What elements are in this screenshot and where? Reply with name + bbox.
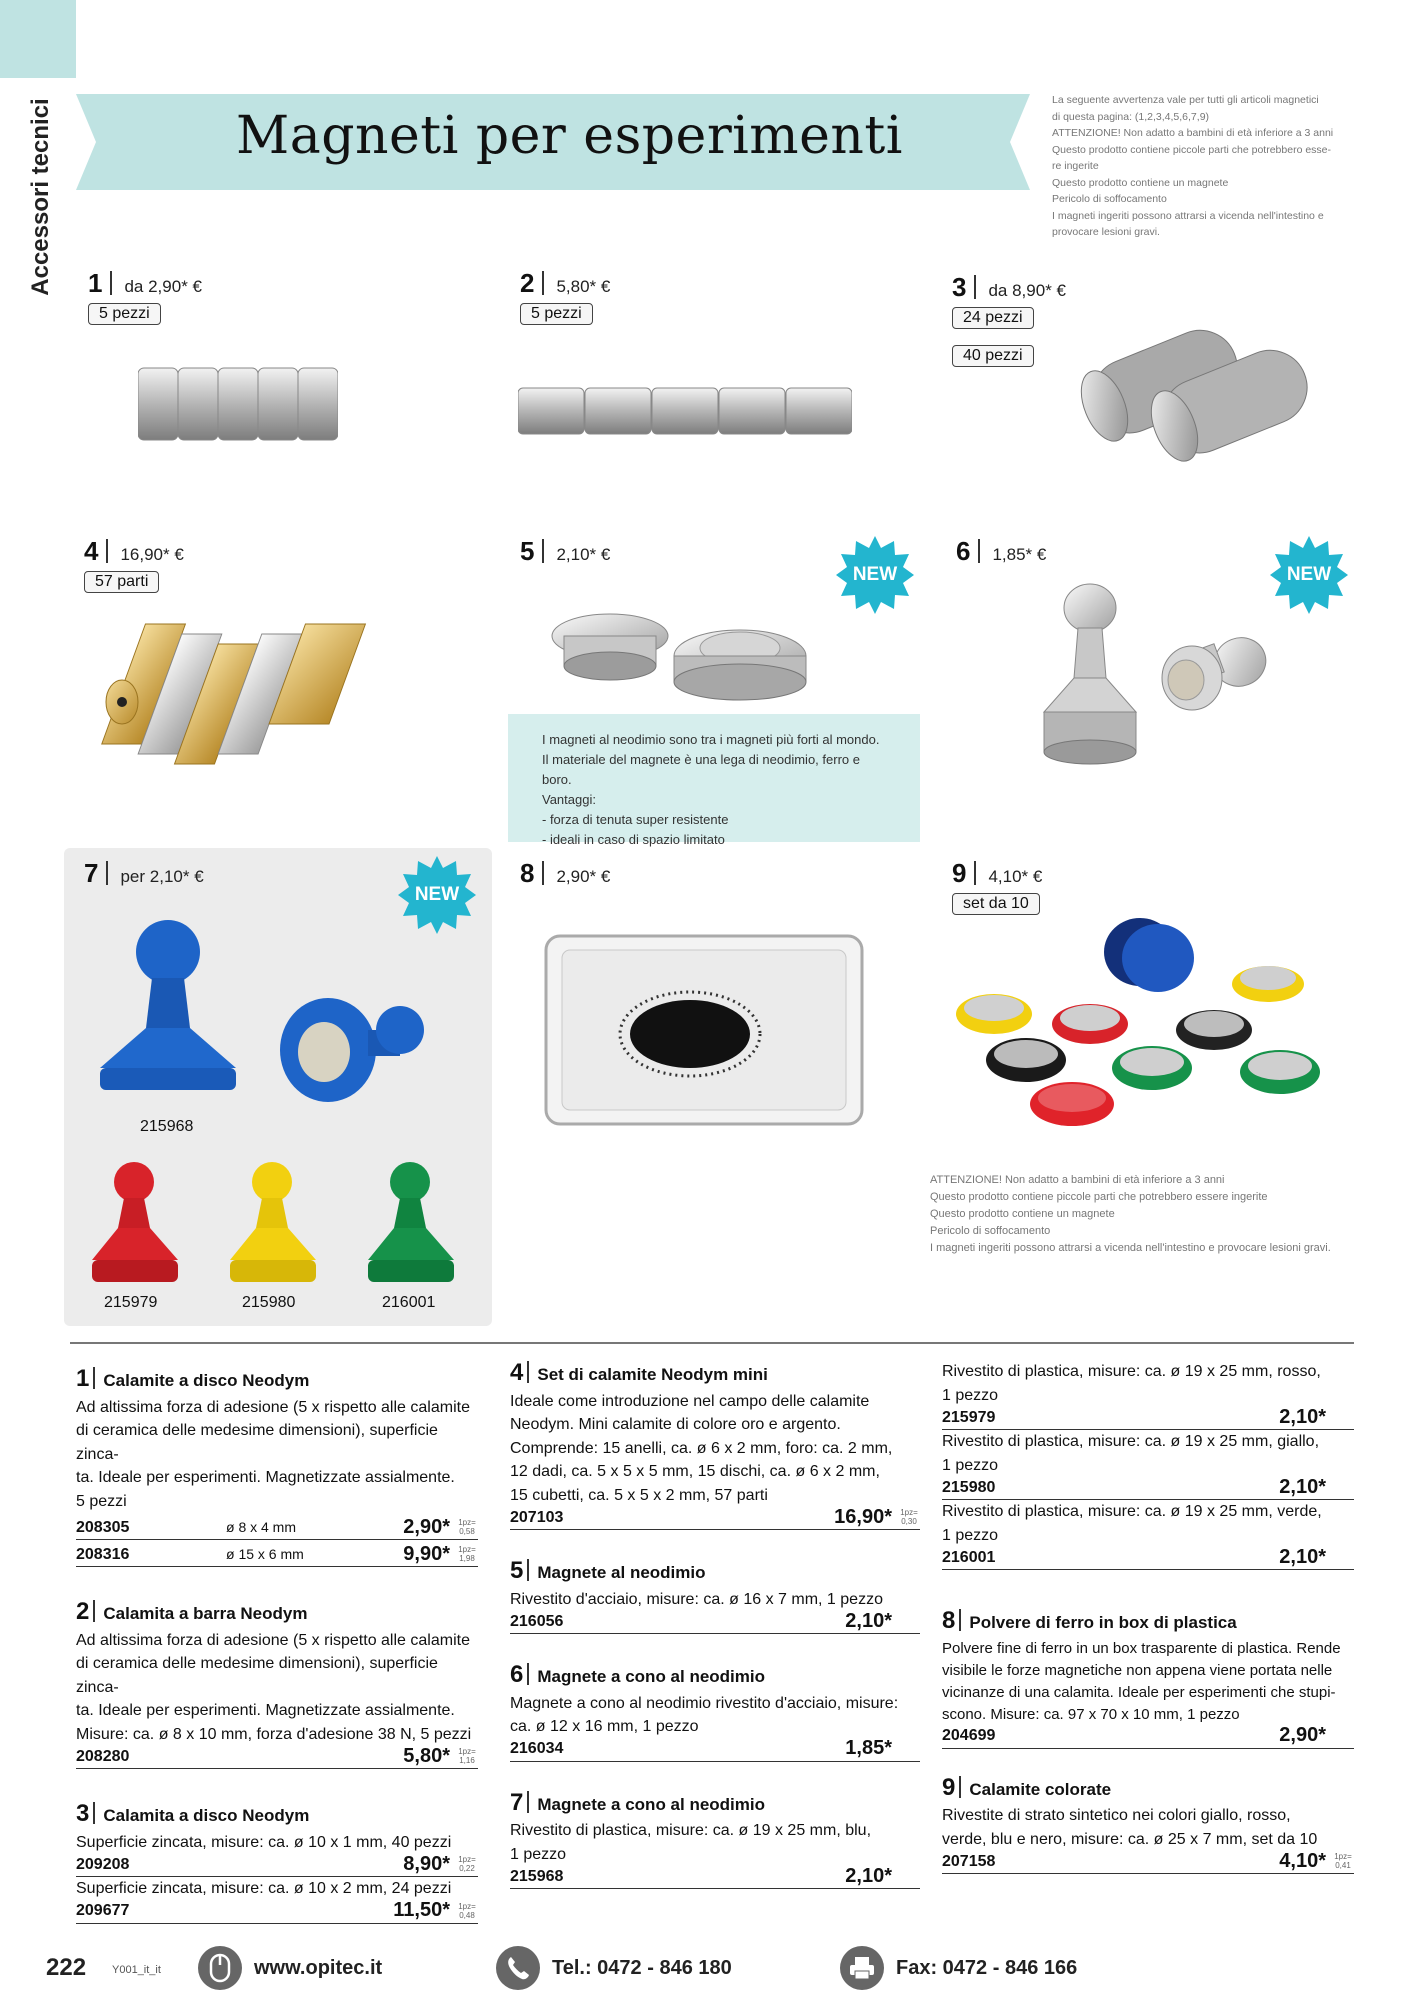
article-row: 204699 2,90* [942,1722,1354,1749]
section-8-title: 8 Polvere di ferro in box di plastica [942,1607,1237,1634]
article-row: 209677 11,50* 1pz= 0,48 [76,1897,478,1924]
product-2-header: 2 5,80* € 5 pezzi [520,268,610,325]
article-row: 216034 1,85* [510,1735,920,1762]
section-7-variant-desc: Rivestito di plastica, misure: ca. ø 19 x 25 mm, rosso, 1 pezzo [942,1363,1321,1404]
article-row: 215979 2,10* [942,1403,1354,1430]
column-2 [510,1358,920,1889]
pin-code-label: 215979 [104,1294,158,1311]
blue-pin-magnets-image [96,918,436,1118]
article-row: 215968 2,10* [510,1862,920,1889]
section-9-title: 9 Calamite colorate [942,1773,1112,1801]
colored-pin-magnets-image [92,1160,472,1288]
new-badge: NEW [1270,536,1348,614]
product-9-header: 9 4,10* € set da 10 [952,858,1042,915]
website-link[interactable]: www.opitec.it [254,1956,383,1979]
section-7-desc: Rivestito di plastica, misure: ca. ø 19 x 25 mm, blu, 1 pezzo [510,1822,872,1863]
pin-code-label: 216001 [382,1294,436,1311]
section-3-title: 3 Calamita a disco Neodym [76,1800,310,1827]
qty-badge: 5 pezzi [88,303,161,325]
fax-icon [840,1946,884,1990]
colored-disc-magnets-image [954,912,1334,1132]
product-6-header: 6 1,85* € [956,536,1047,566]
section-6-title: 6 Magnete a cono al neodimio [510,1661,765,1688]
title-banner [76,94,1030,190]
article-row: 216001 2,10* [942,1543,1354,1570]
section-7-variant-desc: Rivestito di plastica, misure: ca. ø 19 x 25 mm, verde, 1 pezzo [942,1503,1322,1544]
warning-top: La seguente avvertenza vale per tutti gli articoli magnetici di questa pagina: (1,2,3,4,5,6,7,9) ATTENZIONE! Non adatto a bambini di età inferiore a 3 anni Questo prodotto contiene piccole parti che potrebbero esse- re ingerite Questo prodotto contiene un magnete Pericolo di soffocamento I magneti ingeriti possono attrarsi a vicenda nell'intestino e provocare lesioni gravi. [1052,94,1334,238]
section-6-desc: Magnete a cono al neodimio rivestito d'acciaio, misure: ca. ø 12 x 16 mm, 1 pezzo [510,1694,899,1735]
section-5-title: 5 Magnete al neodimio [510,1557,706,1584]
product-7-header: 7 per 2,10* € [84,858,204,888]
article-row: 208280 5,80* 1pz= 1,16 [76,1742,478,1769]
product-5-header: 5 2,10* € [520,536,611,566]
neodymium-magnets-image [540,586,840,706]
article-row: 207158 4,10* 1pz= 0,41 [942,1847,1354,1874]
section-2-title: 2 Calamita a barra Neodym [76,1598,308,1625]
section-2-desc: Ad altissima forza di adesione (5 x rispetto alle calamite di ceramica delle medesime dimensioni), superficie zinca- ta. Ideale per esperimenti. Magnetizzate assialmente. Misure: ca. ø 8 x 10 mm, forza d'adesione 38 N, 5 pezzi [76,1631,472,1743]
footer-website[interactable] [198,1948,382,1988]
qty-badge: 57 parti [84,571,159,593]
neodymium-info-box: I magneti al neodimio sono tra i magneti più forti al mondo. Il materiale del magnete è una lega di neodimio, ferro e boro. Vantaggi: - forza di tenuta super resistente - ideali in caso di spazio limitato [508,714,920,842]
article-row: 207103 16,90* 1pz= 0,30 [510,1503,920,1530]
section-9-desc: Rivestite di strato sintetico nei colori giallo, rosso, verde, blu e nero, misure: ca. ø 25 x 7 mm, set da 10 [942,1807,1318,1848]
cone-magnets-steel-image [1020,582,1300,768]
section-4-title: 4 Set di calamite Neodym mini [510,1359,768,1386]
product-3-header: 3 da 8,90* € 24 pezzi 40 pezzi [952,272,1066,367]
mini-magnets-set-image [100,584,410,774]
section-3-desc: Superficie zincata, misure: ca. ø 10 x 1 mm, 40 pezzi [76,1833,452,1851]
section-4-desc: Ideale come introduzione nel campo delle calamite Neodym. Mini calamite di colore oro e argento. Comprende: 15 anelli, ca. ø 6 x 2 mm, foro: ca. 2 mm, 12 dadi, ca. 5 x 5 x 5 mm, 15 dischi, ca. ø 6 x 2 mm, 15 cubetti, ca. 5 x 5 x 2 mm, 57 parti [510,1392,893,1504]
footer-fax [840,1948,1077,1988]
section-3-desc: Superficie zincata, misure: ca. ø 10 x 2 mm, 24 pezzi [76,1880,452,1897]
page-number: 222 [46,1954,87,1981]
corner-tab [0,0,76,78]
qty-badge: set da 10 [952,893,1040,915]
fax-number: Fax: 0472 - 846 166 [896,1956,1078,1979]
iron-powder-box-image [544,934,864,1126]
product-8-header: 8 2,90* € [520,858,611,888]
phone-number: Tel.: 0472 - 846 180 [552,1956,732,1979]
new-badge: NEW [836,536,914,614]
pin-code-label: 215980 [242,1294,296,1311]
footer-phone [496,1948,732,1988]
article-row: 208305 ø 8 x 4 mm 2,90* 1pz= 0,58 [76,1513,478,1540]
product-1-header: 1 da 2,90* € 5 pezzi [88,268,202,325]
qty-badge: 5 pezzi [520,303,593,325]
disc-magnets-image [138,366,338,444]
qty-badge: 40 pezzi [952,345,1034,367]
column-3 [942,1360,1354,1874]
article-row: 216056 2,10* [510,1607,920,1634]
bar-magnets-image [518,386,852,436]
new-badge: NEW [398,856,476,934]
divider [70,1342,1354,1344]
product-4-header: 4 16,90* € 57 parti [84,536,184,593]
catalog-code: Y001_it_it [112,1964,161,1976]
section-1-desc: Ad altissima forza di adesione (5 x rispetto alle calamite di ceramica delle medesime dimensioni), superficie zinca- ta. Ideale per esperimenti. Magnetizzate assialmente. 5 pezzi [76,1398,470,1510]
coin-magnets-image [1062,300,1332,480]
article-row: 215980 2,10* [942,1473,1354,1500]
mouse-icon [198,1946,242,1990]
article-row: 209208 8,90* 1pz= 0,22 [76,1850,478,1877]
page-title: Magneti per esperimenti [236,106,903,166]
phone-icon [496,1946,540,1990]
side-label: Accessori tecnici [27,98,54,296]
section-1-title: 1 Calamite a disco Neodym [76,1365,310,1392]
section-8-desc: Polvere fine di ferro in un box trasparente di plastica. Rende visibile le forze magnetiche non appena viene portata nelle vicinanze di una calamita. Ideale per esperimenti che stupi- scono. Misure: ca. 97 x 70 x 10 mm, 1 pezzo [942,1639,1341,1723]
section-7-variant-desc: Rivestito di plastica, misure: ca. ø 19 x 25 mm, giallo, 1 pezzo [942,1433,1320,1474]
qty-badge: 24 pezzi [952,307,1034,329]
section-7-title: 7 Magnete a cono al neodimio [510,1788,765,1816]
column-1 [76,1364,478,1924]
section-5-desc: Rivestito d'acciaio, misure: ca. ø 16 x 7 mm, 1 pezzo [510,1590,883,1608]
article-row: 208316 ø 15 x 6 mm 9,90* 1pz= 1,98 [76,1540,478,1567]
warning-mid: ATTENZIONE! Non adatto a bambini di età inferiore a 3 anni Questo prodotto contiene piccole parti che potrebbero essere ingerite Questo prodotto contiene un magnete Pericolo di soffocamento I magneti ingeriti possono attrarsi a vicenda nell'intestino e provocare lesioni gravi. [930,1174,1331,1254]
pin-code-label: 215968 [140,1118,194,1135]
